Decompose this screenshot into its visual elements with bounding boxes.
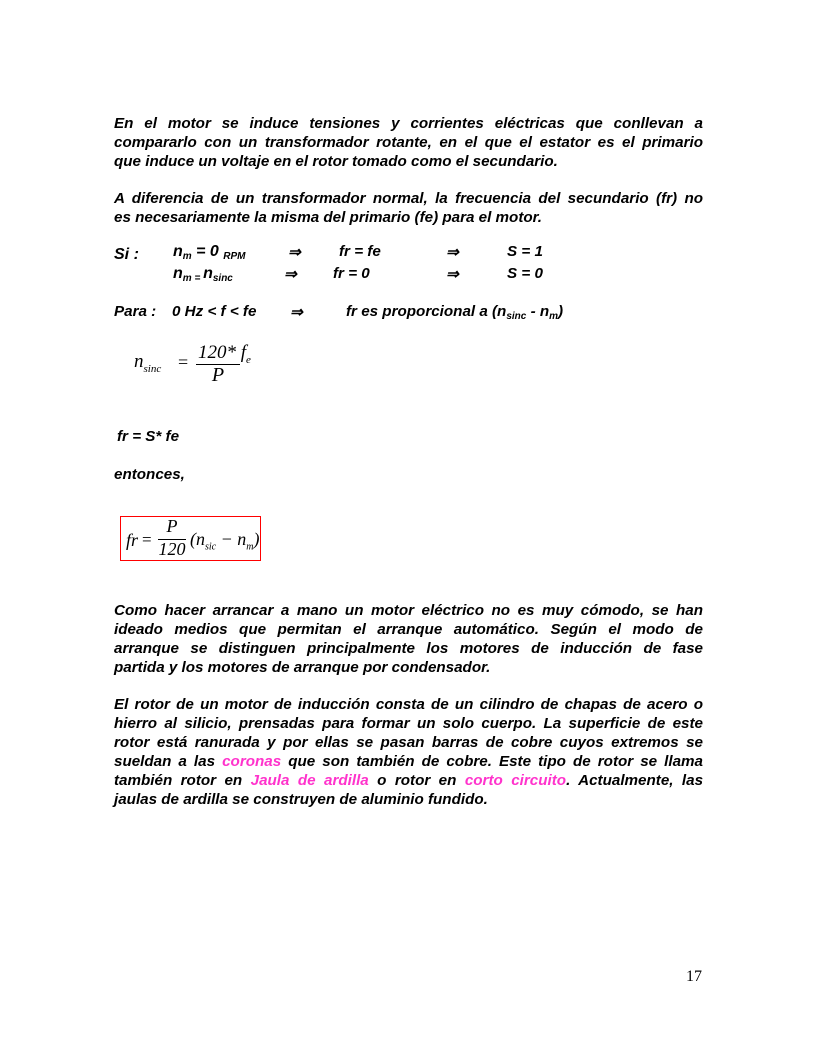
highlight-corto-circuito: corto circuito	[464, 772, 567, 789]
paragraph-line: es necesariamente la misma del primario (fe) para el motor.	[114, 209, 542, 226]
equals-sign: =	[178, 352, 189, 372]
subscript-rpm: RPM	[223, 251, 246, 262]
proportional-text-part: - n	[526, 303, 550, 320]
implies-arrow: ⇒	[288, 244, 301, 261]
implies-arrow: ⇒	[446, 244, 459, 261]
si-row1-s: S = 1	[507, 243, 543, 260]
paragraph-line: jaulas de ardilla se construyen de aluminio fundido.	[114, 791, 488, 808]
paragraph-line: El rotor de un motor de inducción consta de un cilindro de chapas de acero o	[114, 696, 703, 713]
paragraph-line	[114, 771, 703, 790]
equals-sign: =	[142, 530, 152, 549]
formula-fr-numerator: P	[166, 516, 178, 536]
paragraph-1	[114, 114, 703, 171]
si-label: Si :	[114, 246, 139, 263]
paragraph-line: hierro al silicio, prensadas para formar un solo cuerpo. La superficie de este	[114, 715, 703, 732]
paragraph-line: que induce un voltaje en el rotor tomado como el secundario.	[114, 153, 558, 170]
implies-arrow: ⇒	[284, 266, 297, 283]
paragraph-4	[114, 695, 703, 809]
highlight-jaula-de-ardilla: Jaula de ardilla	[250, 772, 369, 789]
symbol-n: n	[173, 243, 183, 260]
formula-nsinc-denominator: P	[211, 364, 225, 386]
paragraph-line: partida y los motores de arranque por condensador.	[114, 659, 491, 676]
formula-fr-lhs: fr	[126, 530, 139, 550]
subscript: sinc	[506, 311, 527, 322]
symbol-n: n	[173, 265, 183, 282]
paren-text: − n	[216, 529, 247, 549]
formula-nsinc-numerator	[198, 342, 251, 366]
paragraph-line: compararlo con un transformador rotante, en el que el estator es el primario	[114, 134, 703, 151]
page-number: 17	[686, 968, 702, 985]
si-row2-fr: fr = 0	[333, 265, 370, 282]
si-row1-fr: fr = fe	[339, 243, 381, 260]
text-segment: también rotor en	[114, 772, 251, 789]
paragraph-line: En el motor se induce tensiones y corrientes eléctricas que conllevan a	[114, 115, 703, 132]
subscript: m	[246, 541, 254, 553]
subscript: m =	[182, 273, 204, 284]
text-segment: . Actualmente, las	[566, 772, 704, 789]
paragraph-line: A diferencia de un transformador normal, la frecuencia del secundario (fr) no	[114, 190, 703, 207]
paragraph-line	[114, 752, 703, 771]
proportional-text-part: )	[558, 303, 564, 320]
fr-equation: fr = S* fe	[117, 428, 180, 445]
si-row1-n	[173, 243, 246, 262]
paren-text: )	[253, 529, 260, 549]
paragraph-line: Como hacer arrancar a mano un motor eléctrico no es muy cómodo, se han	[114, 602, 703, 619]
formula-fr-denominator: 120	[158, 539, 186, 559]
subscript: m	[549, 311, 559, 322]
numerator-text: 120* f	[198, 342, 247, 363]
text-segment: o rotor en	[368, 772, 465, 789]
si-row2-s: S = 0	[507, 265, 543, 282]
highlight-coronas: coronas	[222, 753, 282, 770]
proportional-text	[346, 303, 563, 322]
frequency-range: 0 Hz < f < fe	[172, 303, 257, 320]
formula-fr-paren	[190, 529, 260, 553]
si-row2-n	[173, 265, 233, 284]
subscript: m	[182, 251, 192, 262]
text-segment: sueldan a las	[114, 753, 223, 770]
subscript: sinc	[212, 273, 233, 284]
implies-arrow: ⇒	[446, 266, 459, 283]
subscript: e	[246, 353, 251, 366]
paragraph-3	[114, 601, 703, 677]
symbol-n: n	[134, 351, 144, 372]
paragraph-2	[114, 189, 703, 227]
paragraph-line: rotor está ranurada y por ellas se pasan barras de cobre cuyos extremos se	[114, 734, 703, 751]
symbol-n: n	[203, 265, 213, 282]
proportional-text-part: fr es proporcional a (n	[346, 303, 507, 320]
para-label: Para :	[114, 303, 157, 320]
equals-zero: = 0	[191, 243, 224, 260]
implies-arrow: ⇒	[290, 304, 303, 321]
subscript: sic	[205, 541, 217, 553]
text-segment: que son también de cobre. Este tipo de rotor se llama	[281, 753, 704, 770]
formula-nsinc-lhs	[134, 351, 161, 375]
paragraph-line: ideado medios que permitan el arranque automático. Según el modo de	[114, 621, 703, 638]
paren-text: (n	[190, 529, 205, 549]
entonces-text: entonces,	[114, 466, 185, 483]
paragraph-line: arranque se distinguen principalmente los motores de inducción de fase	[114, 640, 703, 657]
subscript: sinc	[143, 362, 162, 375]
